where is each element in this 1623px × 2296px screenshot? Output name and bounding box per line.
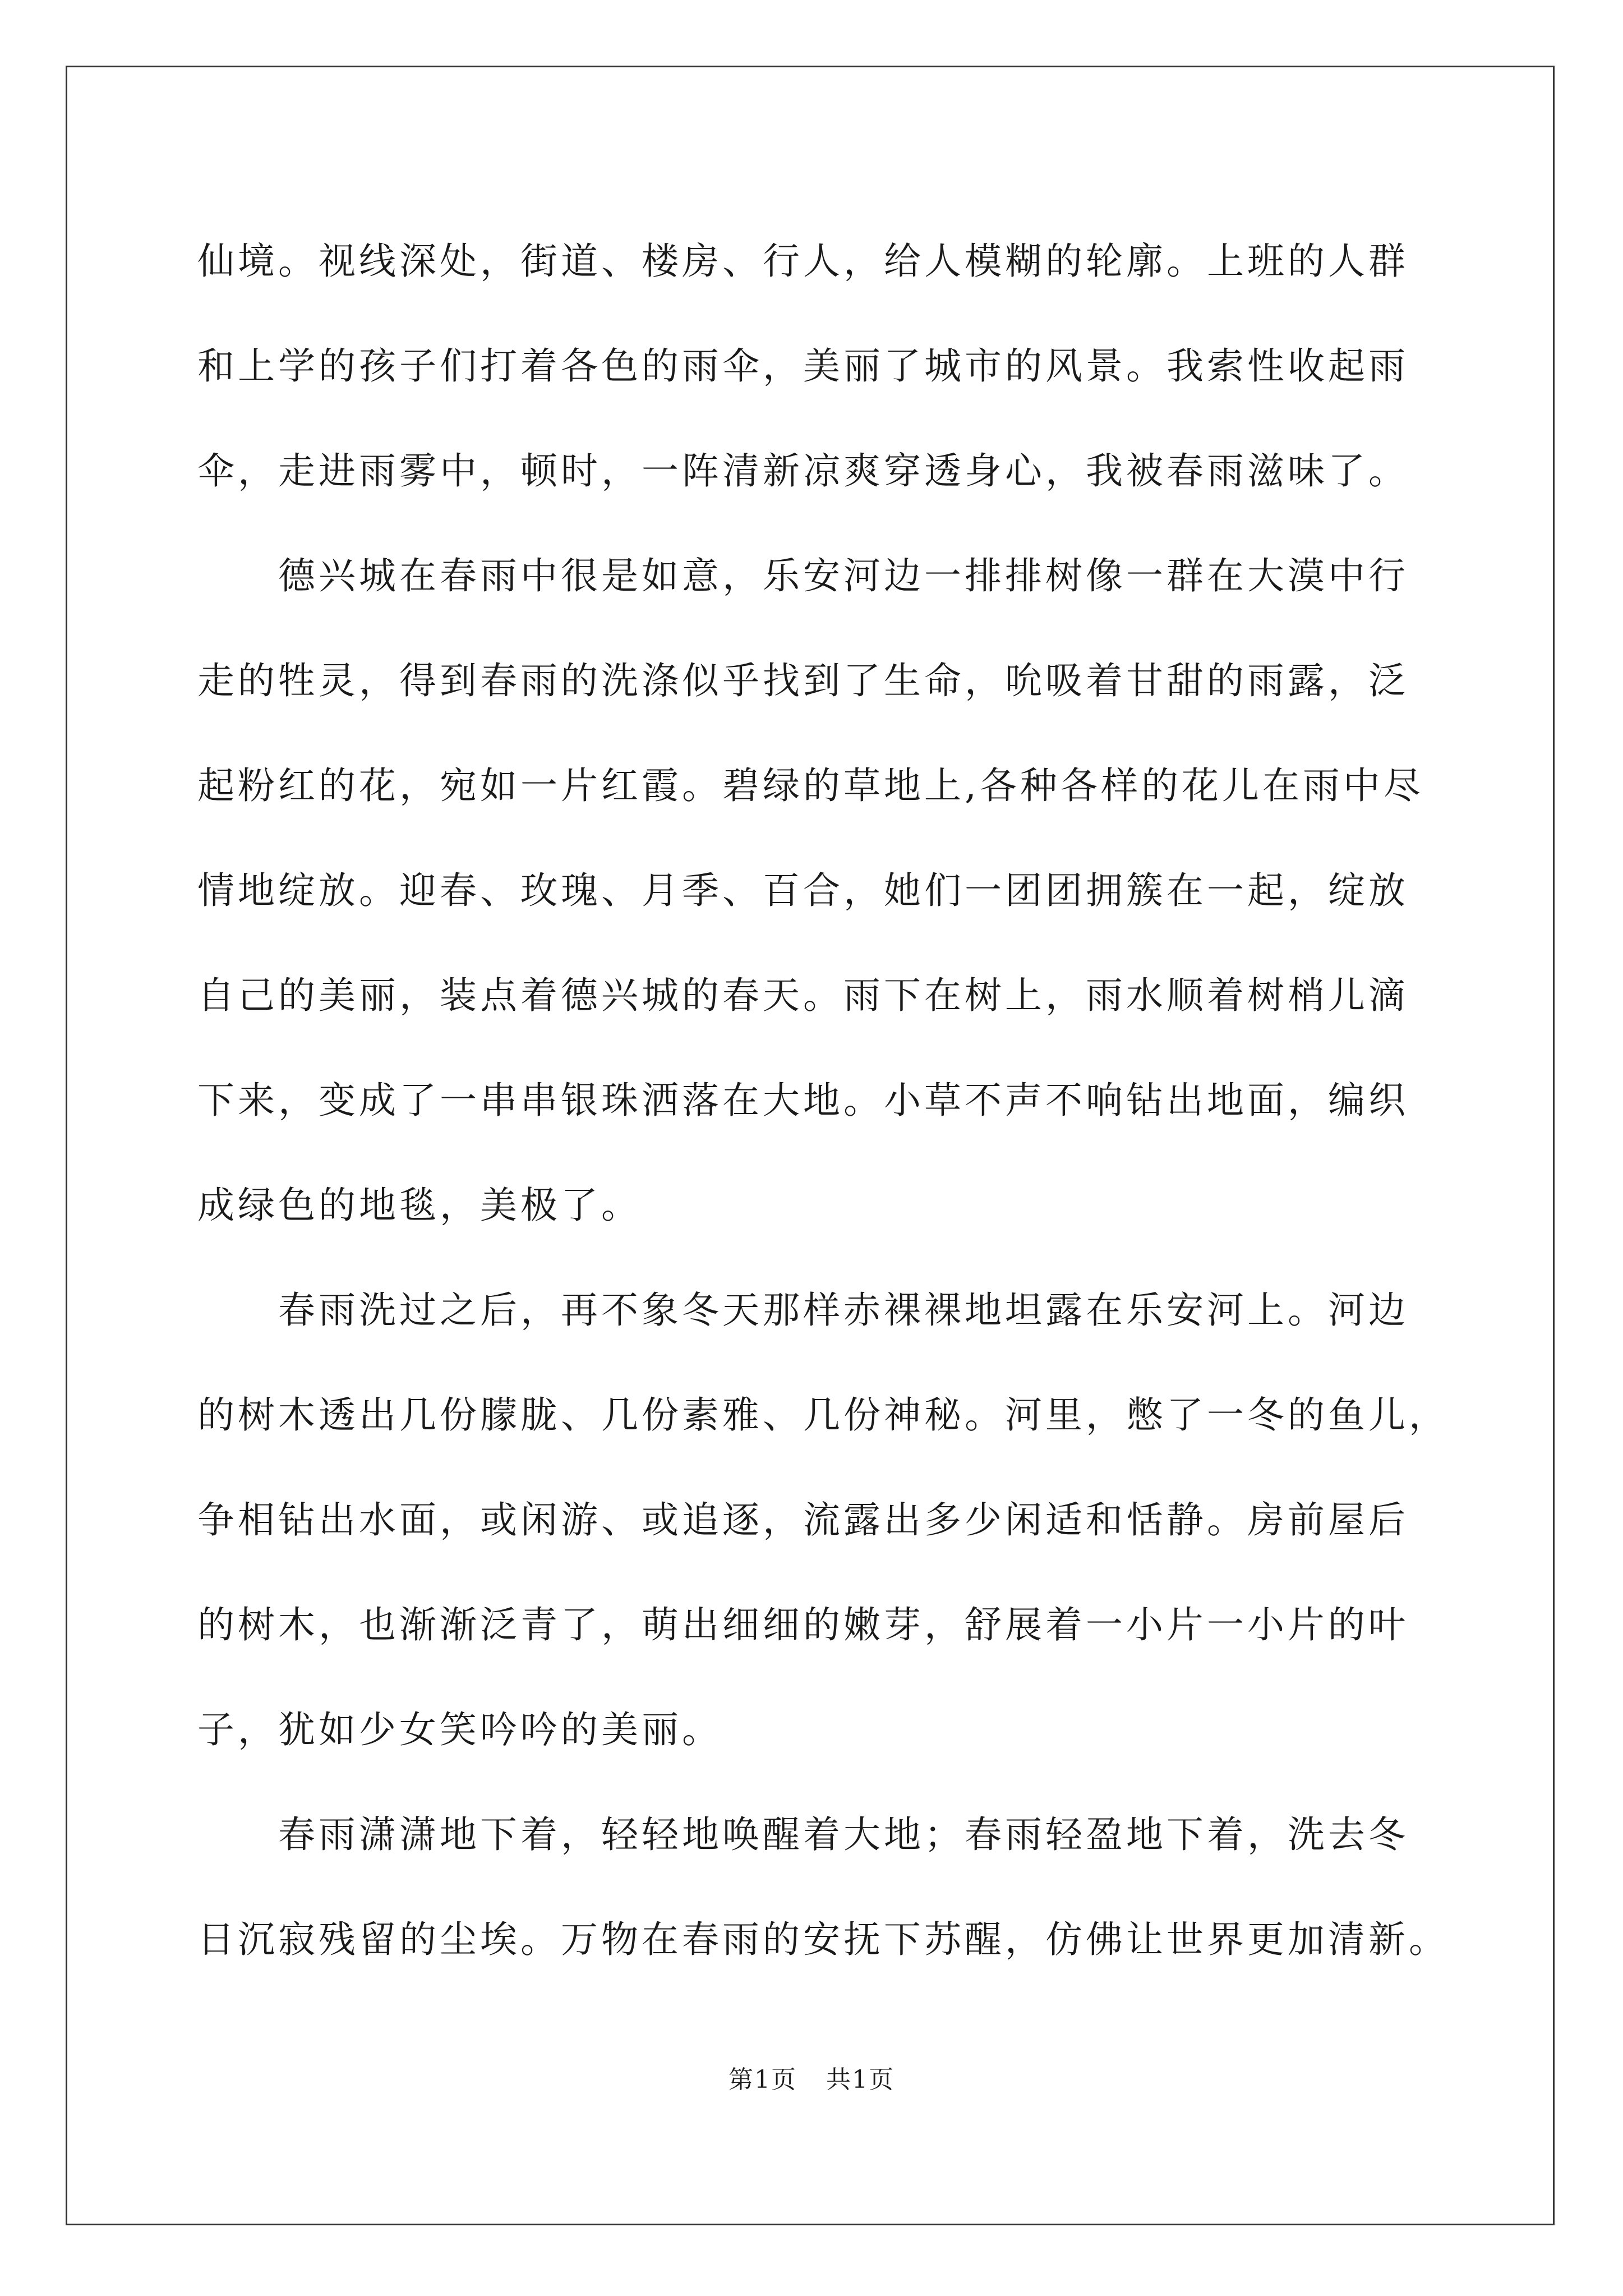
text-line: 争相钻出水面，或闲游、或追逐，流露出多少闲适和恬静。房前屋后 [197, 1498, 1409, 1542]
text-line: 成绿色的地毯，美极了。 [197, 1184, 642, 1227]
page-total: 共1页 [826, 2065, 895, 2094]
text-line: 伞，走进雨雾中，顿时，一阵清新凉爽穿透身心，我被春雨滋味了。 [197, 449, 1409, 493]
text-line: 春雨潇潇地下着，轻轻地唤醒着大地；春雨轻盈地下着，洗去冬 [197, 1813, 1409, 1856]
text-line: 的树木透出几份朦胧、几份素雅、几份神秘。河里，憋了一冬的鱼儿， [197, 1393, 1449, 1437]
text-line: 日沉寂残留的尘埃。万物在春雨的安抚下苏醒，仿佛让世界更加清新。 [197, 1918, 1449, 1961]
page-footer [0, 2063, 1623, 2097]
page-number: 第1页 [728, 2065, 797, 2094]
text-line: 春雨洗过之后，再不象冬天那样赤裸裸地坦露在乐安河上。河边 [197, 1289, 1409, 1332]
text-line: 起粉红的花，宛如一片红霞。碧绿的草地上,各种各样的花儿在雨中尽 [197, 764, 1424, 807]
text-line: 的树木，也渐渐泛青了，萌出细细的嫩芽，舒展着一小片一小片的叶 [197, 1603, 1409, 1646]
text-line: 和上学的孩子们打着各色的雨伞，美丽了城市的风景。我索性收起雨 [197, 344, 1409, 388]
text-line: 子，犹如少女笑吟吟的美丽。 [197, 1708, 722, 1751]
text-line: 自己的美丽，装点着德兴城的春天。雨下在树上，雨水顺着树梢儿滴 [197, 974, 1409, 1017]
text-line: 仙境。视线深处，街道、楼房、行人，给人模糊的轮廓。上班的人群 [197, 240, 1409, 283]
text-line: 情地绽放。迎春、玫瑰、月季、百合，她们一团团拥簇在一起，绽放 [197, 869, 1409, 912]
article-body [197, 209, 1448, 1992]
text-line: 走的牲灵，得到春雨的洗涤似乎找到了生命，吮吸着甘甜的雨露，泛 [197, 659, 1409, 702]
text-line: 德兴城在春雨中很是如意，乐安河边一排排树像一群在大漠中行 [197, 554, 1409, 597]
text-line: 下来，变成了一串串银珠洒落在大地。小草不声不响钻出地面，编织 [197, 1079, 1409, 1122]
